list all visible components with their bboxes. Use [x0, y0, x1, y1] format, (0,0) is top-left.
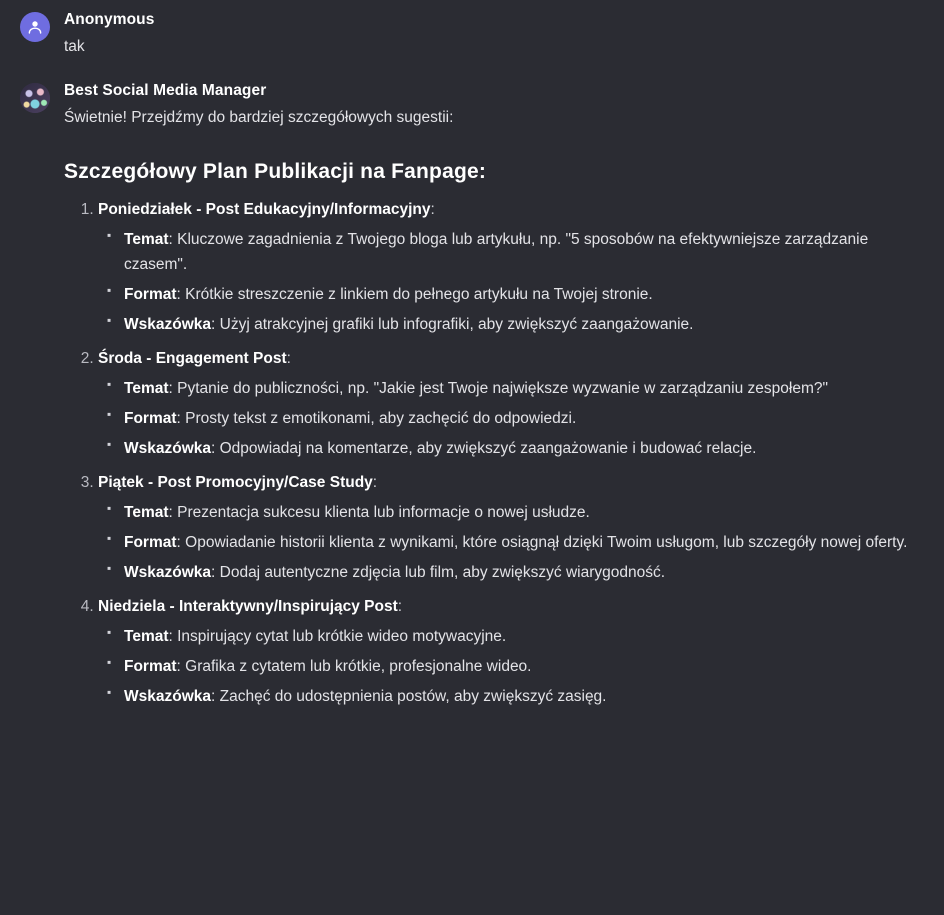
list-item — [122, 312, 924, 337]
detail-text: : Dodaj autentyczne zdjęcia lub film, aby zwiększyć wiarygodność. — [211, 564, 666, 582]
detail-text: : Opowiadanie historii klienta z wynikami, które osiągnął dzięki Twoim usługom, lub szczegóły nowej oferty. — [176, 534, 908, 552]
detail-text: : Użyj atrakcyjnej grafiki lub infografiki, aby zwiększyć zaangażowanie. — [211, 316, 694, 333]
detail-text: : Krótkie streszczenie z linkiem do pełnego artykułu na Twojej stronie. — [176, 285, 653, 303]
list-item — [122, 406, 924, 431]
list-item — [122, 530, 924, 555]
plan-day-title: Środa - Engagement Post — [98, 350, 287, 368]
message-body — [64, 81, 924, 720]
detail-label: Wskazówka — [124, 316, 212, 333]
user-avatar-icon — [20, 12, 50, 42]
detail-label: Temat — [124, 628, 169, 646]
plan-day-title: Niedziela - Interaktywny/Inspirujący Post — [98, 598, 398, 616]
message-body — [64, 10, 924, 59]
detail-text: : Kluczowe zagadnienia z Twojego bloga lub artykułu, np. "5 sposobów na efektywniejsze zarządzanie czasem". — [124, 230, 869, 273]
plan-day-colon: : — [397, 598, 403, 616]
detail-text: : Inspirujący cytat lub krótkie wideo motywacyjne. — [168, 628, 507, 646]
detail-text: : Odpowiadaj na komentarze, aby zwiększyć zaangażowanie i budować relacje. — [211, 440, 757, 458]
detail-label: Temat — [124, 379, 169, 397]
detail-label: Wskazówka — [124, 688, 212, 706]
plan-day-title: Piątek - Post Promocyjny/Case Study — [98, 474, 373, 492]
list-item — [122, 376, 924, 401]
list-item — [98, 347, 924, 461]
detail-text: : Grafika z cytatem lub krótkie, profesjonalne wideo. — [176, 658, 532, 676]
plan-details — [98, 624, 924, 709]
plan-details — [98, 500, 924, 585]
detail-label: Format — [124, 410, 177, 428]
detail-label: Format — [124, 285, 177, 303]
avatar-artwork — [20, 83, 50, 113]
message-author: Best Social Media Manager — [64, 81, 267, 99]
list-item — [122, 560, 924, 585]
message-text: tak — [64, 37, 85, 55]
list-item — [122, 684, 924, 709]
list-item — [98, 198, 924, 337]
list-item — [122, 436, 924, 461]
message-text: Świetnie! Przejdźmy do bardziej szczegółowych sugestii: — [64, 108, 454, 126]
plan-day-title: Poniedziałek - Post Edukacyjny/Informacyjny — [98, 200, 431, 218]
list-item — [122, 624, 924, 649]
page-title: Szczegółowy Plan Publikacji na Fanpage: — [64, 159, 487, 183]
list-item — [98, 471, 924, 585]
assistant-avatar-icon — [20, 83, 50, 113]
detail-label: Format — [124, 658, 177, 676]
detail-label: Temat — [124, 230, 169, 248]
plan-details — [98, 227, 924, 337]
list-item — [122, 282, 924, 307]
message-author: Anonymous — [64, 11, 155, 28]
detail-label: Format — [124, 534, 177, 552]
detail-text: : Prosty tekst z emotikonami, aby zachęcić do odpowiedzi. — [176, 410, 577, 428]
list-item — [122, 227, 924, 277]
detail-label: Wskazówka — [124, 564, 212, 582]
detail-label: Wskazówka — [124, 440, 212, 458]
detail-text: : Prezentacja sukcesu klienta lub informacje o nowej usłudze. — [168, 504, 590, 522]
message-user — [20, 10, 924, 59]
message-assistant — [20, 81, 924, 720]
plan-day-colon: : — [372, 474, 378, 492]
plan-day-colon: : — [430, 200, 435, 218]
detail-text: : Pytanie do publiczności, np. "Jakie jest Twoje największe wyzwanie w zarządzaniu zespołem?" — [168, 379, 828, 397]
plan-list — [64, 198, 924, 710]
plan-day-colon: : — [286, 350, 291, 368]
plan-details — [98, 376, 924, 461]
detail-label: Temat — [124, 504, 169, 522]
list-item — [98, 595, 924, 709]
list-item — [122, 500, 924, 525]
list-item — [122, 654, 924, 679]
detail-text: : Zachęć do udostępnienia postów, aby zwiększyć zasięg. — [211, 688, 607, 706]
